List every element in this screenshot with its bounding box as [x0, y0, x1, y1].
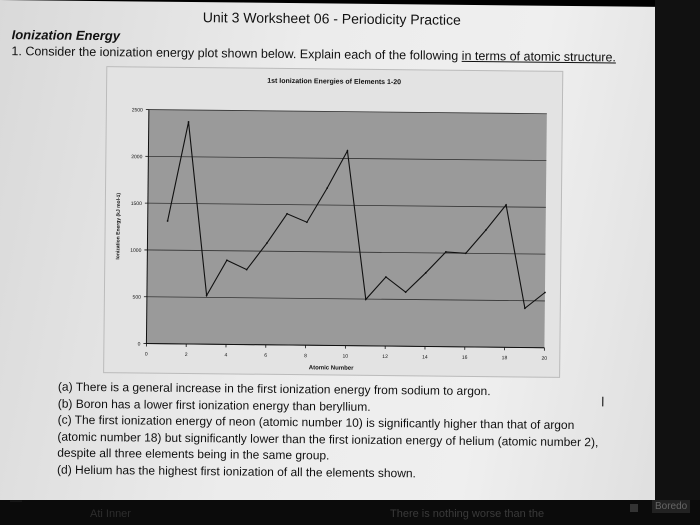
x-tick-label: 12	[382, 354, 388, 361]
brand-label: Boredo	[652, 500, 690, 513]
y-tick-label: 500	[132, 294, 141, 301]
question-line: (atomic number 18) but significantly lower than the first ionization energy of helium (atomic number 2),	[57, 429, 599, 449]
section-heading: Ionization Energy	[11, 27, 121, 44]
x-axis-label: Atomic Number	[308, 365, 354, 372]
prompt-text: 1. Consider the ionization energy plot shown below. Explain each of the following	[11, 44, 462, 63]
y-tick-label: 1000	[130, 247, 142, 254]
question-line: (c) The first ionization energy of neon (atomic number 10) is significantly higher than that of argon	[57, 412, 575, 433]
x-tick-label: 4	[224, 352, 228, 359]
worksheet-title: Unit 3 Worksheet 06 - Periodicity Practice	[202, 9, 461, 28]
y-tick-label: 2000	[131, 154, 143, 161]
bottom-left-text: Ati Inner	[90, 508, 131, 520]
ionization-energy-chart	[104, 67, 562, 377]
bottom-bar	[0, 500, 700, 525]
question-line: (b) Boron has a lower first ionization energy than beryllium.	[57, 396, 371, 414]
cut-off-text: —	[10, 500, 22, 507]
right-edge-shadow	[655, 0, 700, 525]
x-tick-label: 0	[144, 351, 148, 358]
x-tick-label: 8	[304, 353, 307, 360]
x-tick-label: 20	[541, 355, 548, 362]
question-line: (a) There is a general increase in the first ionization energy from sodium to argon.	[57, 379, 491, 399]
y-tick-label: 0	[137, 341, 141, 348]
question-line: (d) Helium has the highest first ionization of all the elements shown.	[57, 462, 417, 480]
square-icon	[630, 504, 638, 512]
prompt-underlined: in terms of atomic structure.	[461, 48, 617, 65]
chart-container	[103, 66, 563, 378]
x-tick-label: 6	[264, 352, 268, 359]
question-prompt	[11, 44, 616, 64]
y-axis-label: Ionization Energy (kJ mol-1)	[115, 192, 122, 260]
x-tick-label: 14	[422, 354, 428, 361]
chart-title: 1st Ionization Energies of Elements 1-20	[267, 77, 402, 87]
question-line: despite all three elements being in the same group.	[57, 445, 330, 463]
x-tick-label: 10	[342, 353, 349, 360]
x-tick-label: 18	[501, 355, 508, 362]
text-cursor-icon: I	[600, 393, 605, 410]
y-tick-label: 2500	[131, 107, 143, 114]
x-tick-label: 16	[461, 354, 468, 361]
bottom-faint-text: There is nothing worse than the	[390, 508, 545, 520]
question-list	[57, 379, 638, 484]
x-tick-label: 2	[184, 351, 188, 358]
y-tick-label: 1500	[130, 200, 142, 208]
